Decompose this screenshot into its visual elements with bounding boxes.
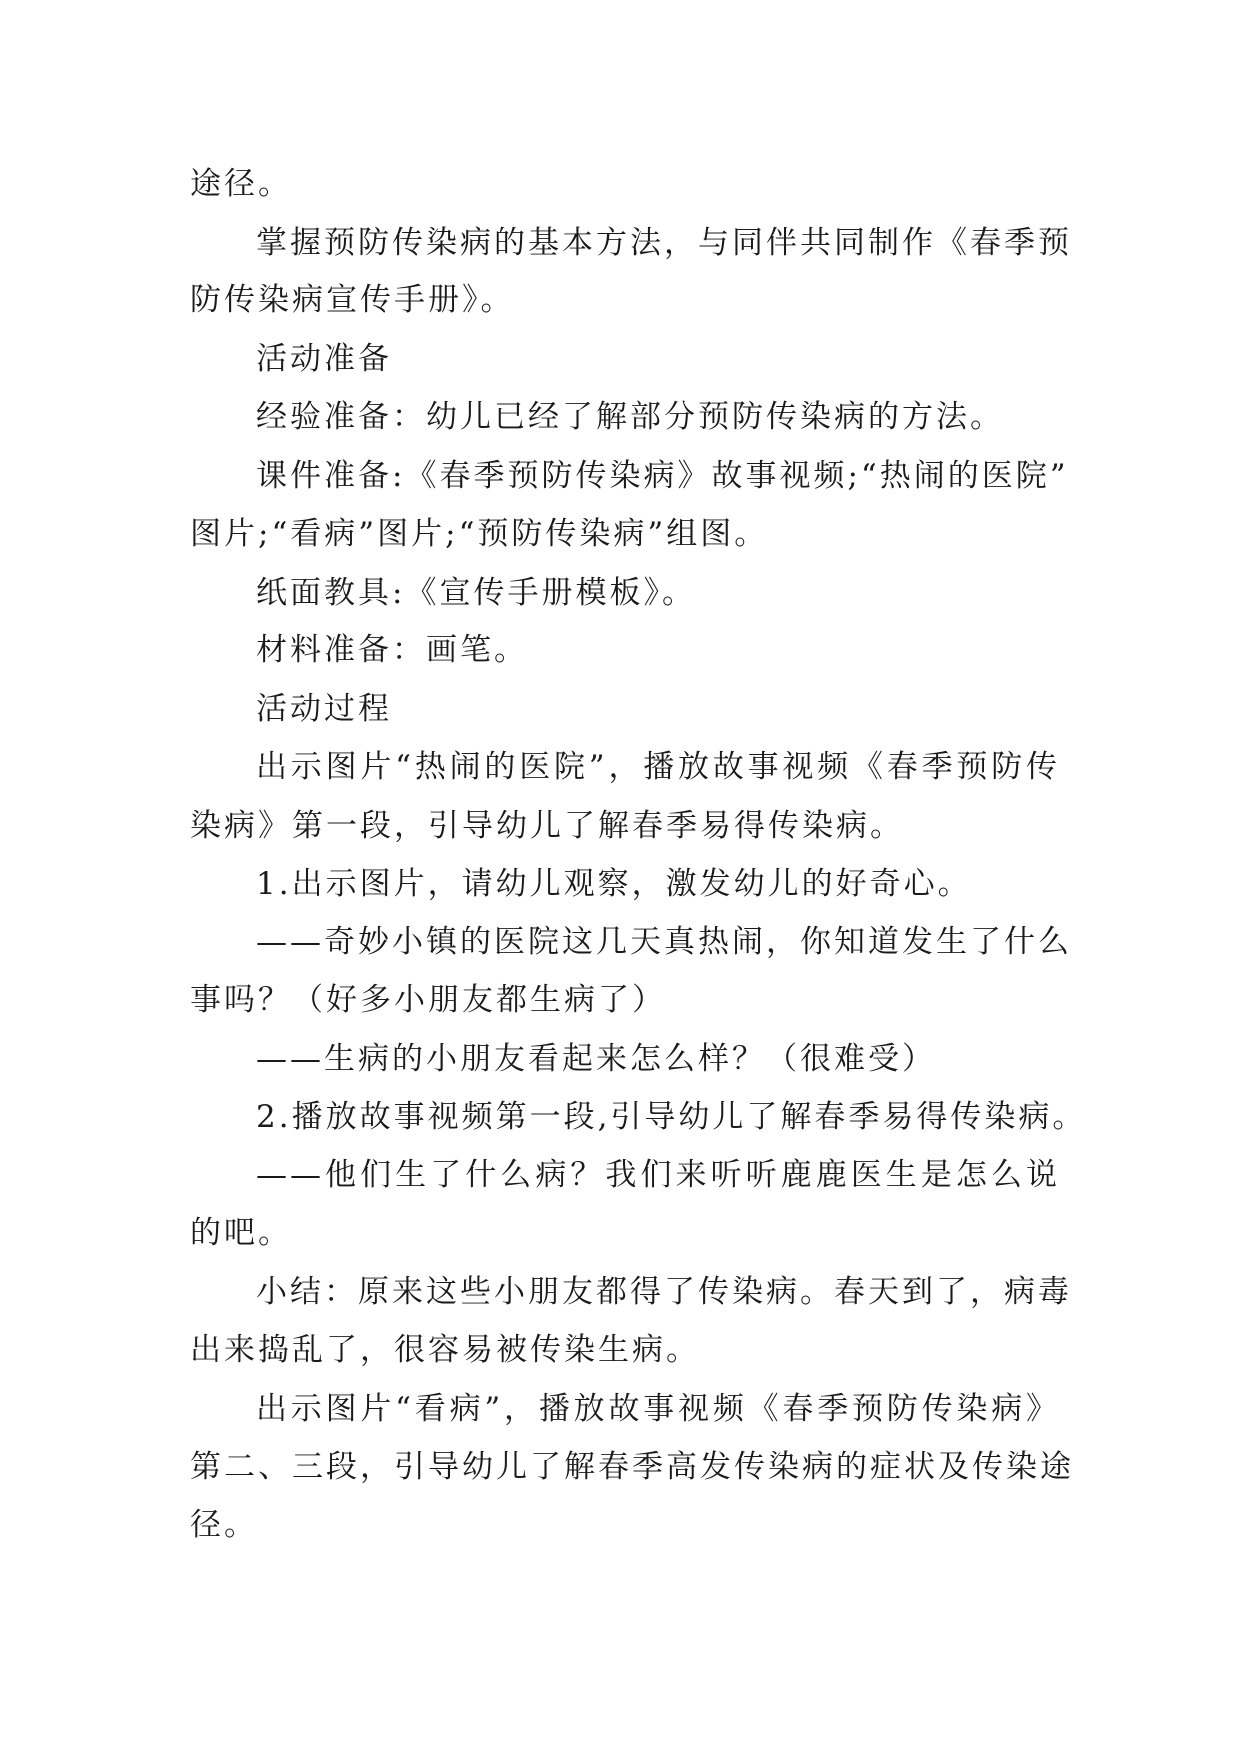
- text-line: 出示图片“看病”，播放故事视频《春季预防传染病》: [256, 1391, 1060, 1427]
- text-line: 材料准备：画笔。: [256, 632, 528, 668]
- text-line: 事吗？（好多小朋友都生病了）: [190, 982, 666, 1018]
- text-line: 掌握预防传染病的基本方法，与同伴共同制作《春季预: [256, 225, 1072, 261]
- text-line: 防传染病宣传手册》。: [190, 282, 515, 318]
- text-line: 2.播放故事视频第一段,引导幼儿了解春季易得传染病。: [256, 1099, 1087, 1135]
- text-line: 径。: [190, 1507, 258, 1543]
- text-line: 经验准备：幼儿已经了解部分预防传染病的方法。: [256, 399, 1004, 435]
- text-line: 第二、三段，引导幼儿了解春季高发传染病的症状及传染途: [190, 1449, 1074, 1485]
- section-heading: 活动准备: [256, 341, 392, 377]
- text-line: 出示图片“热闹的医院”，播放故事视频《春季预防传: [256, 749, 1060, 785]
- text-line: ——他们生了什么病？我们来听听鹿鹿医生是怎么说: [256, 1157, 1060, 1193]
- text-line: 的吧。: [190, 1215, 292, 1251]
- text-line: 染病》第一段，引导幼儿了解春季易得传染病。: [190, 808, 904, 844]
- text-line: 课件准备:《春季预防传染病》故事视频;“热闹的医院”: [256, 458, 1069, 494]
- text-line: 1.出示图片，请幼儿观察，激发幼儿的好奇心。: [256, 866, 972, 902]
- text-line: 出来捣乱了，很容易被传染生病。: [190, 1332, 700, 1368]
- section-heading: 活动过程: [256, 691, 392, 727]
- text-line: 图片;“看病”图片;“预防传染病”组图。: [190, 516, 769, 552]
- text-line: 小结：原来这些小朋友都得了传染病。春天到了，病毒: [256, 1274, 1072, 1310]
- text-line: ——奇妙小镇的医院这几天真热闹，你知道发生了什么: [256, 924, 1072, 960]
- text-line: ——生病的小朋友看起来怎么样？（很难受）: [256, 1041, 936, 1077]
- text-line: 纸面教具:《宣传手册模板》。: [256, 575, 696, 611]
- text-line: 途径。: [190, 166, 292, 202]
